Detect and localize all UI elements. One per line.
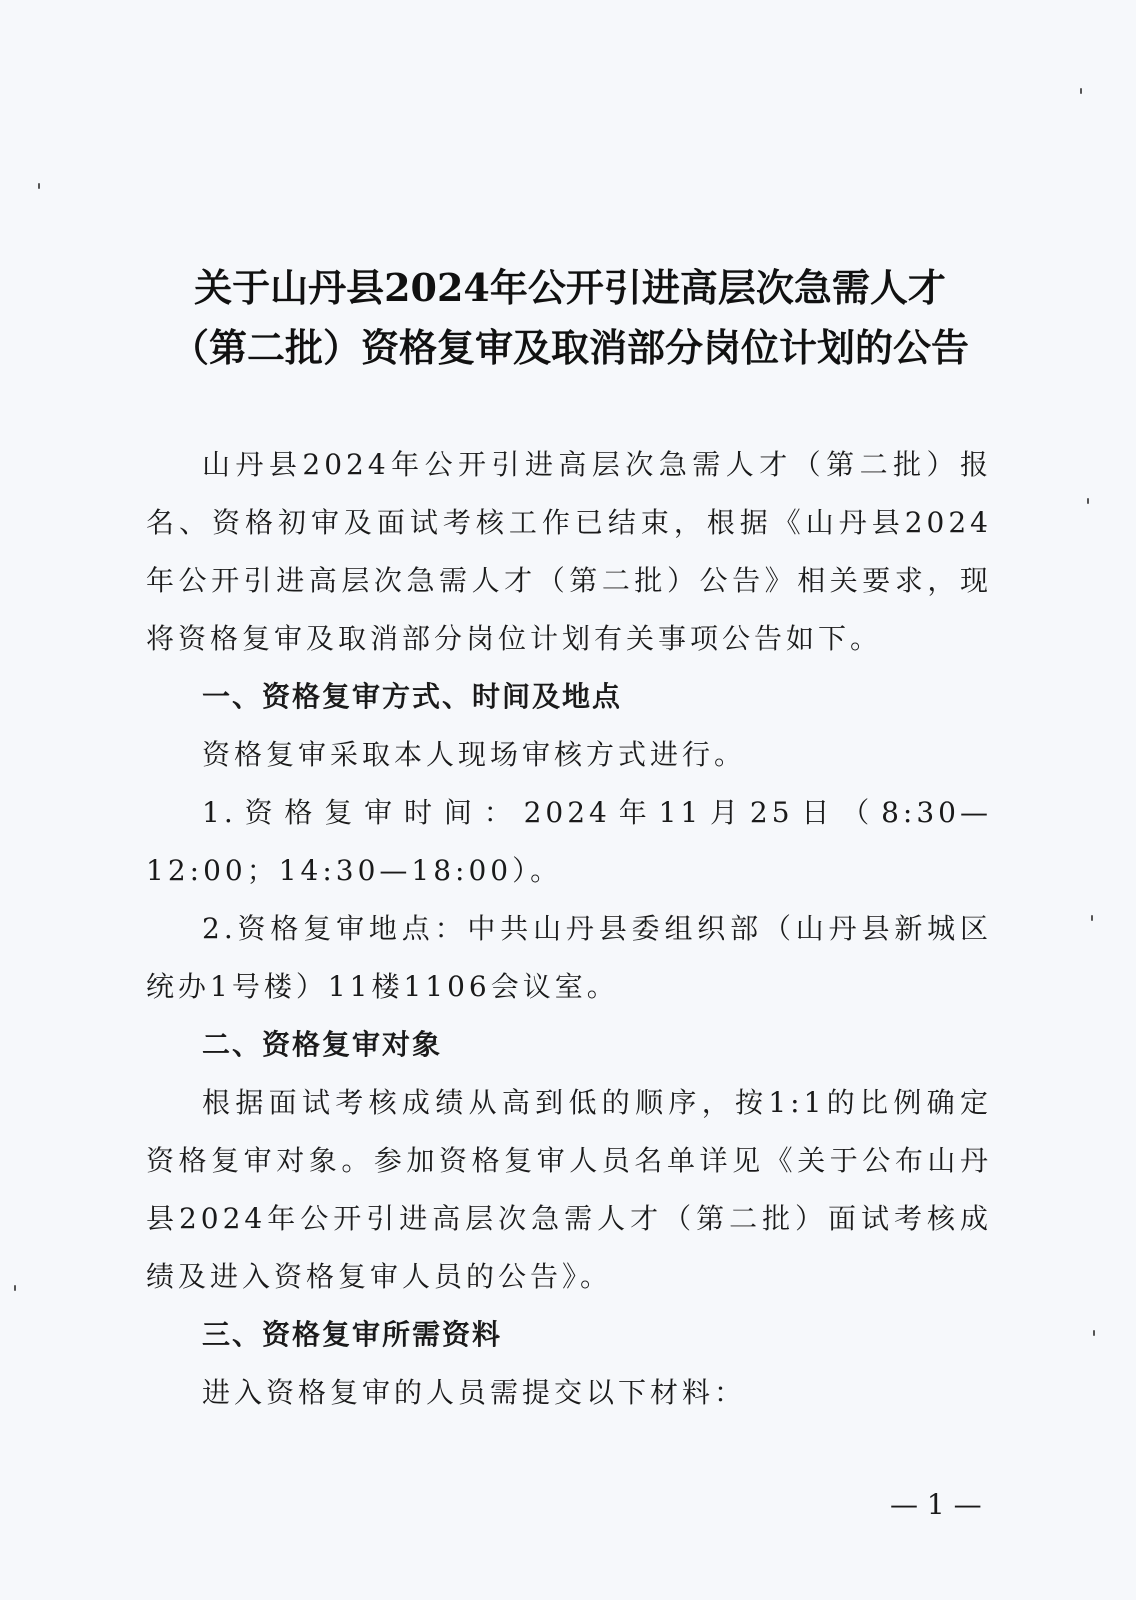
section-heading-2: 二、资格复审对象: [202, 1028, 443, 1061]
scan-speck: [1091, 915, 1093, 921]
scan-speck: [38, 183, 40, 189]
document-title: [150, 258, 990, 378]
page-number: — 1 —: [890, 1488, 982, 1521]
review-method-paragraph: 资格复审采取本人现场审核方式进行。: [202, 738, 747, 771]
scan-speck: [1093, 1330, 1095, 1336]
review-target-paragraph: 根据面试考核成绩从高到低的顺序，按1:1的比例确定资格复审对象。参加资格复审人员名单详见《关于公布山丹县2024年公开引进高层次急需人才（第二批）面试考核成绩及进入资格复审人员的公告》。: [146, 1086, 992, 1293]
scan-speck: [14, 1285, 16, 1291]
scan-speck: [1087, 498, 1089, 504]
required-materials-paragraph: 进入资格复审的人员需提交以下材料：: [202, 1376, 747, 1409]
intro-paragraph: 山丹县2024年公开引进高层次急需人才（第二批）报名、资格初审及面试考核工作已结束，根据《山丹县2024年公开引进高层次急需人才（第二批）公告》相关要求，现将资格复审及取消部分岗位计划有关事项公告如下。: [146, 448, 992, 655]
section-heading-1: 一、资格复审方式、时间及地点: [202, 680, 623, 713]
review-location-paragraph: 2.资格复审地点：中共山丹县委组织部（山丹县新城区统办1号楼）11楼1106会议室。: [146, 912, 992, 1003]
document-title-line-2: （第二批）资格复审及取消部分岗位计划的公告: [170, 325, 969, 370]
document-body: [146, 436, 992, 1422]
section-heading-3: 三、资格复审所需资料: [202, 1318, 503, 1351]
review-time-paragraph: 1.资格复审时间：2024年11月25日（8:30—12:00；14:30—18:00）。: [146, 796, 992, 887]
scan-speck: [1080, 88, 1082, 94]
document-title-line-1: 关于山丹县2024年公开引进高层次急需人才: [194, 265, 946, 310]
